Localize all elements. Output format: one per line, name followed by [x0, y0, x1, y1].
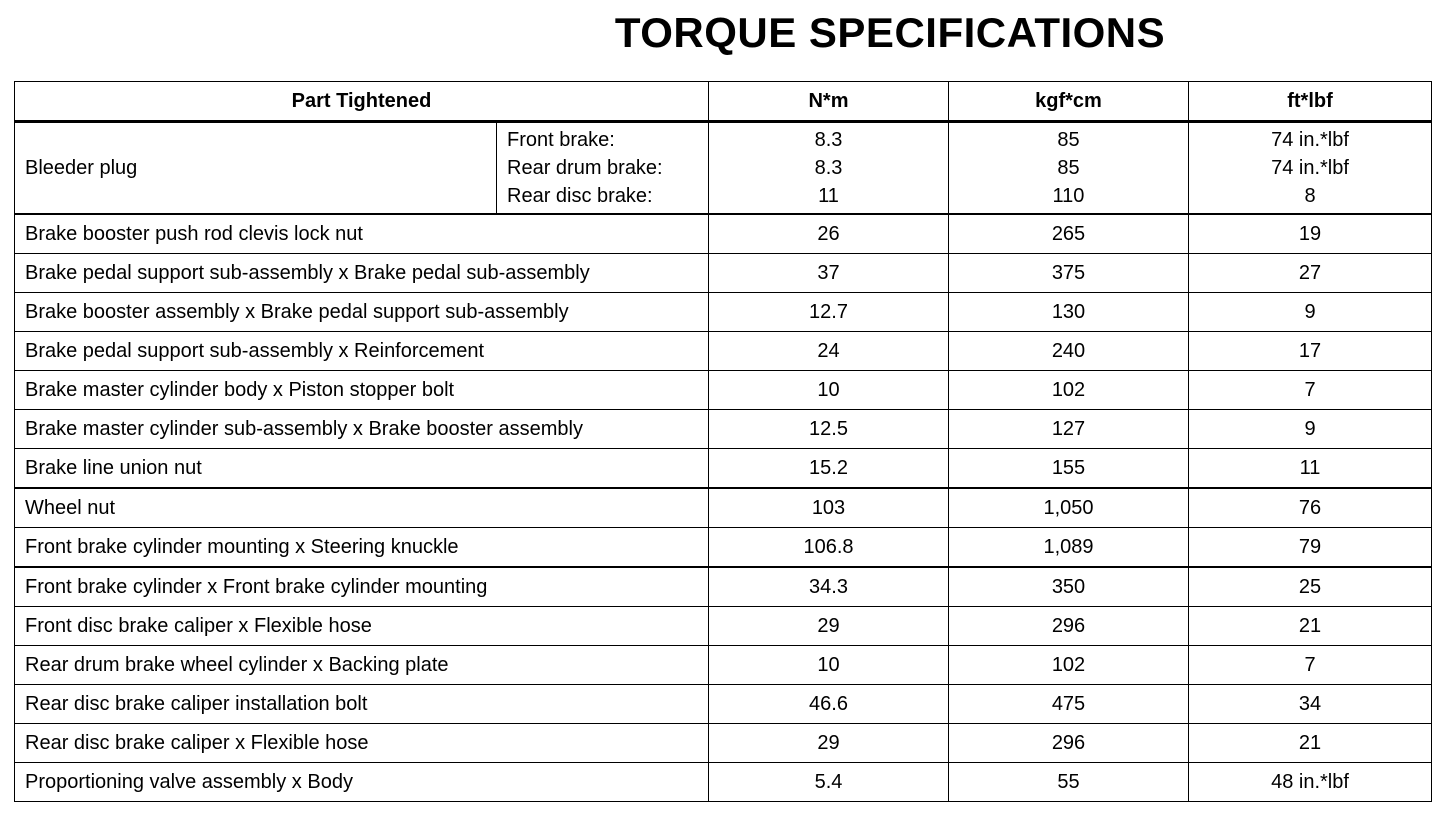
ft-lbf-value-cell: 21 [1189, 607, 1432, 646]
kgf-cm-value-cell: 102 [949, 646, 1189, 685]
kgf-cm-value-cell: 55 [949, 763, 1189, 802]
kgf-cm-value-cell: 475 [949, 685, 1189, 724]
ft-lbf-value-cell: 21 [1189, 724, 1432, 763]
bleeder-sub-rear-drum: Rear drum brake: [507, 157, 663, 179]
part-tightened-cell: Proportioning valve assembly x Body [15, 763, 709, 802]
bleeder-kgf-front: 85 [1057, 129, 1080, 151]
table-row [15, 607, 1432, 646]
part-tightened-cell: Brake booster assembly x Brake pedal support sub-assembly [15, 293, 709, 332]
ft-lbf-value-cell: 48 in.*lbf [1189, 763, 1432, 802]
table-row [15, 685, 1432, 724]
bleeder-plug-label: Bleeder plug [15, 122, 497, 215]
nm-value-cell: 26 [709, 214, 949, 254]
kgf-cm-value-cell: 296 [949, 607, 1189, 646]
kgf-cm-value-cell: 1,050 [949, 488, 1189, 528]
part-tightened-cell: Brake booster push rod clevis lock nut [15, 214, 709, 254]
ft-lbf-value-cell: 7 [1189, 646, 1432, 685]
header-nm: N*m [709, 82, 949, 122]
ft-lbf-value-cell: 25 [1189, 567, 1432, 607]
part-tightened-cell: Brake master cylinder sub-assembly x Brake booster assembly [15, 410, 709, 449]
table-row [15, 449, 1432, 489]
kgf-cm-value-cell: 1,089 [949, 528, 1189, 568]
table-row [15, 567, 1432, 607]
part-tightened-cell: Rear drum brake wheel cylinder x Backing plate [15, 646, 709, 685]
bleeder-nm-front: 8.3 [814, 129, 843, 151]
kgf-cm-value-cell: 130 [949, 293, 1189, 332]
part-tightened-cell: Rear disc brake caliper x Flexible hose [15, 724, 709, 763]
nm-value-cell: 106.8 [709, 528, 949, 568]
nm-value-cell: 10 [709, 371, 949, 410]
nm-value-cell: 5.4 [709, 763, 949, 802]
bleeder-kgf [949, 122, 1189, 215]
part-tightened-cell: Brake line union nut [15, 449, 709, 489]
kgf-cm-value-cell: 240 [949, 332, 1189, 371]
kgf-cm-value-cell: 102 [949, 371, 1189, 410]
header-part-tightened: Part Tightened [15, 82, 709, 122]
bleeder-nm [709, 122, 949, 215]
table-row [15, 293, 1432, 332]
nm-value-cell: 34.3 [709, 567, 949, 607]
part-tightened-cell: Brake pedal support sub-assembly x Brake pedal sub-assembly [15, 254, 709, 293]
nm-value-cell: 12.5 [709, 410, 949, 449]
part-tightened-cell: Rear disc brake caliper installation bolt [15, 685, 709, 724]
ft-lbf-value-cell: 79 [1189, 528, 1432, 568]
ft-lbf-value-cell: 11 [1189, 449, 1432, 489]
kgf-cm-value-cell: 127 [949, 410, 1189, 449]
table-row [15, 724, 1432, 763]
nm-value-cell: 15.2 [709, 449, 949, 489]
kgf-cm-value-cell: 265 [949, 214, 1189, 254]
table-row [15, 332, 1432, 371]
part-tightened-cell: Front brake cylinder x Front brake cylinder mounting [15, 567, 709, 607]
header-ft-lbf: ft*lbf [1189, 82, 1432, 122]
ft-lbf-value-cell: 27 [1189, 254, 1432, 293]
table-row [15, 528, 1432, 568]
table-row [15, 410, 1432, 449]
ft-lbf-value-cell: 9 [1189, 410, 1432, 449]
table-row [15, 254, 1432, 293]
ft-lbf-value-cell: 19 [1189, 214, 1432, 254]
ft-lbf-value-cell: 7 [1189, 371, 1432, 410]
table-row [15, 646, 1432, 685]
table-row [15, 763, 1432, 802]
kgf-cm-value-cell: 375 [949, 254, 1189, 293]
table-row [15, 371, 1432, 410]
part-tightened-cell: Brake pedal support sub-assembly x Reinforcement [15, 332, 709, 371]
bleeder-kgf-rear-disc: 110 [1052, 185, 1085, 207]
nm-value-cell: 103 [709, 488, 949, 528]
bleeder-sub-front: Front brake: [507, 129, 615, 151]
bleeder-nm-rear-disc: 11 [818, 185, 839, 207]
kgf-cm-value-cell: 350 [949, 567, 1189, 607]
ft-lbf-value-cell: 9 [1189, 293, 1432, 332]
bleeder-sub-rear-disc: Rear disc brake: [507, 185, 653, 207]
table-row [15, 488, 1432, 528]
part-tightened-cell: Front disc brake caliper x Flexible hose [15, 607, 709, 646]
table-row-bleeder-plug [15, 122, 1432, 215]
bleeder-ftlbf [1189, 122, 1432, 215]
kgf-cm-value-cell: 296 [949, 724, 1189, 763]
page-title: TORQUE SPECIFICATIONS [614, 9, 1166, 56]
bleeder-sub-labels [497, 122, 709, 215]
ft-lbf-value-cell: 34 [1189, 685, 1432, 724]
torque-specifications-table [14, 81, 1432, 802]
bleeder-ftlbf-front: 74 in.*lbf [1271, 129, 1349, 151]
table-row [15, 214, 1432, 254]
header-kgf-cm: kgf*cm [949, 82, 1189, 122]
table-header-row [15, 82, 1432, 122]
bleeder-ftlbf-rear-drum: 74 in.*lbf [1271, 157, 1349, 179]
ft-lbf-value-cell: 76 [1189, 488, 1432, 528]
part-tightened-cell: Brake master cylinder body x Piston stopper bolt [15, 371, 709, 410]
part-tightened-cell: Front brake cylinder mounting x Steering knuckle [15, 528, 709, 568]
nm-value-cell: 37 [709, 254, 949, 293]
ft-lbf-value-cell: 17 [1189, 332, 1432, 371]
nm-value-cell: 12.7 [709, 293, 949, 332]
nm-value-cell: 29 [709, 607, 949, 646]
nm-value-cell: 10 [709, 646, 949, 685]
nm-value-cell: 24 [709, 332, 949, 371]
nm-value-cell: 29 [709, 724, 949, 763]
kgf-cm-value-cell: 155 [949, 449, 1189, 489]
nm-value-cell: 46.6 [709, 685, 949, 724]
part-tightened-cell: Wheel nut [15, 488, 709, 528]
bleeder-ftlbf-rear-disc: 8 [1304, 185, 1316, 207]
bleeder-nm-rear-drum: 8.3 [814, 157, 843, 179]
bleeder-kgf-rear-drum: 85 [1057, 157, 1080, 179]
